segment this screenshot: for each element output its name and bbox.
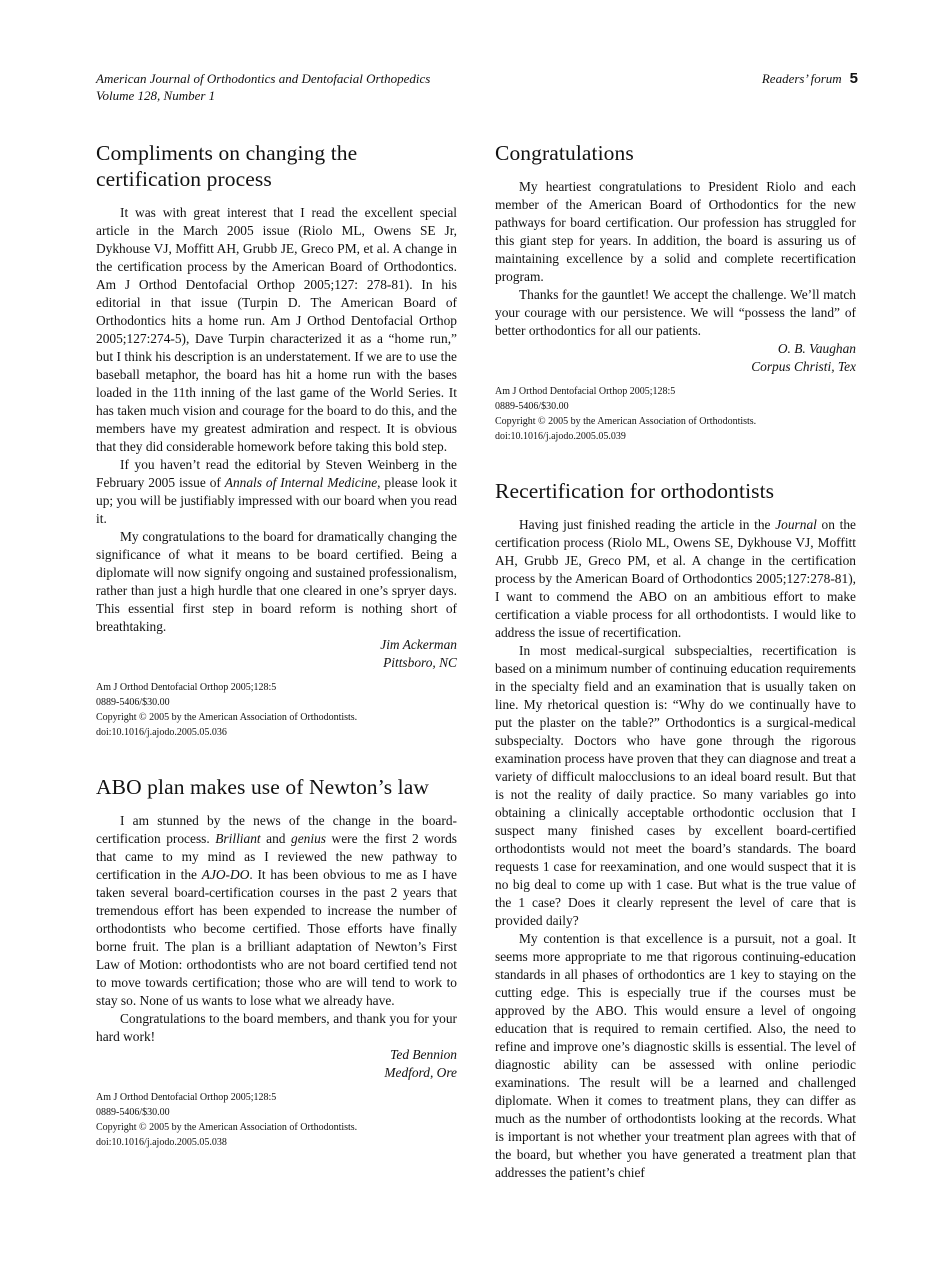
paragraph: It was with great interest that I read the excellent special article in the March 2005 issue (Riolo ML, Owens SE Jr, Dykhouse VJ, Moffitt AH, Grubb JE, Greco PM, et al. A change in the certification process by the American Board of Orthodontics. Am J Orthod Dentofacial Orthop 2005;127: 278-81). In his editorial in that issue (Turpin D. The American Board of Orthodontics hits a home run. Am J Orthod Dentofacial Orthop 2005;127:274-5), Dave Turpin characterized it as a “home run,” but I think his description is an understatement. If we are to use the baseball metaphor, the board has hit a home run with the bases loaded in the 11th inning of the last game of the World Series. It has taken much vision and courage for the board to do this, and the members have my greatest admiration and respect. It is obvious that they did considerable homework before taking this bold step. [96, 205, 457, 454]
article-congratulations [495, 140, 856, 444]
article-title: Congratulations [495, 141, 634, 165]
right-column [495, 140, 856, 1182]
running-head-left [96, 70, 430, 104]
author-name: O. B. Vaughan [777, 341, 856, 356]
author-location: Medford, Ore [384, 1065, 457, 1080]
issn: 0889-5406/$30.00 [495, 401, 569, 412]
article-title: Recertification for orthodontists [495, 479, 775, 503]
signature [96, 636, 457, 672]
copyright: Copyright © 2005 by the American Association of Orthodontists. [96, 1122, 358, 1133]
article-body [495, 178, 856, 340]
article-body [96, 812, 457, 1046]
italic-word: genius [291, 831, 326, 846]
doi[interactable]: doi:10.1016/j.ajodo.2005.05.038 [96, 1137, 227, 1148]
article-compliments [96, 140, 457, 740]
paragraph: My heartiest congratulations to President Riolo and each member of the American Board of Orthodontics for the new pathways for board certification. Our profession has struggled for this giant step for years. In addition, the board is assuring us of maintaining excellence by a solid and complete recertification program. [495, 179, 856, 284]
volume-number: Volume 128, Number 1 [96, 88, 216, 103]
paragraph [495, 516, 856, 642]
paragraph: My congratulations to the board for dramatically changing the significance of what it means to be board certified. Being a diplomate will now signify ongoing and sustained professionalism, rather than just a high hurdle that one cleared in one’s spryer days. This essential first step in board reform is nothing short of breathtaking. [96, 529, 457, 634]
journal-name: American Journal of Orthodontics and Dentofacial Orthopedics [96, 71, 431, 86]
article-meta [495, 384, 856, 444]
text-run: were the first 2 words that came to my mind as I reviewed the new pathway to certification in the [96, 831, 457, 882]
article-title: Compliments on changing the certification process [96, 141, 358, 191]
page-number: 5 [849, 70, 858, 87]
article-title: ABO plan makes use of Newton’s law [96, 775, 430, 799]
copyright: Copyright © 2005 by the American Association of Orthodontists. [96, 712, 358, 723]
paragraph: In most medical-surgical subspecialties, recertification is based on a minimum number of continuing education requirements in the specialty field and an examination that is usually taken on line. My rhetorical question is: “Why do we continually have to put the plaster on the table?” Orthodontics is a surgical-medical subspecialty. Doctors who have gone through the rigorous examination process have proven that they can diagnose and treat a variety of difficult malocclusions to an ideal board result. But that is not the reality of daily practice. So many variables go into obtaining a clinically acceptable orthodontic occlusion that I suspect many finished cases by excellent board-certified orthodontists would not meet the board’s standards. The board requests 1 case for reexamination, and one would suspect that it is no big deal to come up with 1 case. But what is the true value of the 1 case? Does it clearly represent the level of care that is provided daily? [495, 643, 856, 928]
text-run: I am stunned by the news of the change in the board-certification process. [96, 813, 457, 846]
text-run: If you haven’t read the editorial by Steven Weinberg in the February 2005 issue of [96, 457, 457, 490]
paragraph [96, 456, 457, 528]
text-run: on the certification process (Riolo ML, Owens SE, Dykhouse VJ, Moffitt AH, Grubb JE, Greco PM, et al. A change in the certification process by the American Board of Orthodontics 2005;127:278-81), I want to commend the ABO on an ambitious effort to make certification a viable process for all orthodontists. I would like to address the issue of recertification. [495, 517, 856, 640]
issn: 0889-5406/$30.00 [96, 697, 170, 708]
left-column [96, 140, 457, 1150]
author-name: Jim Ackerman [380, 637, 457, 652]
copyright: Copyright © 2005 by the American Association of Orthodontists. [495, 416, 757, 427]
article-body [495, 516, 856, 1182]
article-newton [96, 774, 457, 1150]
citation: Am J Orthod Dentofacial Orthop 2005;128:5 [96, 682, 277, 693]
article-meta [96, 1090, 457, 1150]
author-name: Ted Bennion [390, 1047, 457, 1062]
italic-journal: AJO-DO [201, 867, 250, 882]
italic-journal: Journal [775, 517, 817, 532]
paragraph: My contention is that excellence is a pursuit, not a goal. It seems more appropriate to me that rigorous continuing-education standards in all phases of orthodontics are 1 key to staying on the cutting edge. This is especially true if the courses must be approved by the ABO. This would ensure a level of ongoing education that is required to remain certified. Also, the need to refine and improve one’s diagnostic skills is essential. The level of diagnostic ability can be assessed with online periodic examinations. The result will be a learned and challenged diplomate. When it comes to treatment plans, they can differ as much as the number of orthodontists looking at the records. What is important is not whether your treatment plan agrees with that of the board, but whether you have generated a treatment plan that addresses the patient’s chief [495, 931, 856, 1180]
citation: Am J Orthod Dentofacial Orthop 2005;128:5 [96, 1092, 277, 1103]
paragraph [96, 812, 457, 1010]
text-run: and [260, 831, 292, 846]
signature [96, 1046, 457, 1082]
article-meta [96, 680, 457, 740]
paragraph: Congratulations to the board members, and thank you for your hard work! [96, 1011, 457, 1044]
section-name: Readers’ forum [761, 71, 842, 86]
text-run: Having just finished reading the article in the [519, 517, 776, 532]
author-location: Corpus Christi, Tex [751, 359, 856, 374]
article-body [96, 204, 457, 636]
signature [495, 340, 856, 376]
article-recertification [495, 478, 856, 1182]
text-run: . It has been obvious to me as I have taken several board-certification courses in the past 2 years that tremendous effort has been expended to increase the number of orthodontists who become certified. Those efforts have finally borne fruit. The plan is a brilliant adaptation of Newton’s First Law of Motion: orthodontists who are not board certified tend not to move towards certification; those who are will tend to work to stay so. None of us wants to lose what we already have. [96, 867, 457, 1008]
running-head-right [762, 70, 858, 87]
paragraph: Thanks for the gauntlet! We accept the challenge. We’ll match your courage with our persistence. We will “possess the land” of better orthodontics for all our patients. [495, 287, 856, 338]
issn: 0889-5406/$30.00 [96, 1107, 170, 1118]
italic-title: Annals of Internal Medicine [224, 475, 378, 490]
author-location: Pittsboro, NC [383, 655, 457, 670]
italic-word: Brilliant [215, 831, 261, 846]
citation: Am J Orthod Dentofacial Orthop 2005;128:5 [495, 386, 676, 397]
doi[interactable]: doi:10.1016/j.ajodo.2005.05.039 [495, 431, 626, 442]
doi[interactable]: doi:10.1016/j.ajodo.2005.05.036 [96, 727, 227, 738]
text-run: , please look it up; you will be justifiably impressed with our board when you read it. [96, 475, 457, 526]
